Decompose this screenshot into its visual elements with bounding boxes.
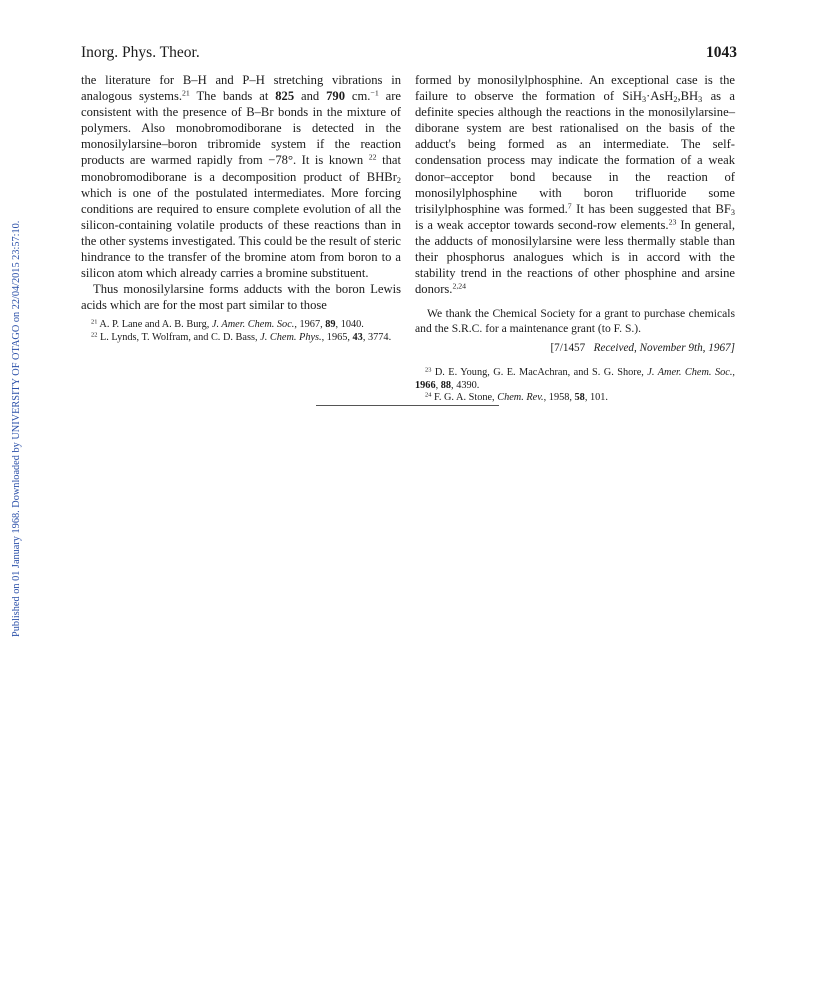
text: , 1967, [294, 319, 326, 331]
subscript: 2 [396, 175, 401, 185]
text: formed by monosilylphosphine. An exceptional case is the failure to observe the formation of SiH [415, 73, 735, 104]
volume: 88 [440, 379, 452, 391]
journal-title: Inorg. Phys. Theor. [81, 44, 200, 61]
subscript: 3 [642, 95, 647, 105]
text: ·AsH [646, 89, 674, 104]
footnote-24 [415, 392, 735, 405]
footnote-22 [81, 332, 401, 345]
manuscript-code: [7/1457 [550, 342, 586, 355]
download-stamp-text: Published on 01 January 1968. Downloaded by UNIVERSITY OF OTAGO on 22/04/2015 23:57:10. [11, 220, 22, 637]
text: , 4390. [451, 379, 480, 391]
text: , 1965, [321, 332, 353, 343]
acknowledgement: We thank the Chemical Society for a grant to purchase chemicals and the S.R.C. for a maintenance grant (to F. S.). [415, 307, 735, 335]
footnote-number: 23 [425, 366, 432, 374]
text: In general, the adducts of monosilylarsine were less thermally stable than their phosphorus analogues which is in accord with the stability trend in the reactions of other phosphine and arsine donors. [415, 217, 735, 297]
received-date: Received, November 9th, 1967] [593, 342, 735, 355]
page-number: 1043 [706, 44, 737, 61]
band-825: 825 [275, 89, 295, 104]
text: are consistent with the presence of B–Br bonds in the mixture of polymers. Also monobromodiborane is detected in the monosilylarsine–boron tribromide system if the reaction products are warmed rapidly from −78°. It is known [81, 89, 401, 168]
text: that monobromodiborane is a decomposition product of BHBr [81, 153, 401, 184]
journal-name: J. Amer. Chem. Soc. [647, 367, 733, 379]
ref-2-24: 2,24 [452, 281, 467, 291]
ref-7: 7 [567, 201, 572, 211]
paragraph: Thus monosilylarsine forms adducts with the boron Lewis acids which are for the most part similar to those [81, 282, 401, 313]
left-column [81, 72, 401, 345]
text: L. Lynds, T. Wolfram, and C. D. Bass, [97, 332, 261, 343]
footnote-23 [415, 367, 735, 392]
subscript: 3 [730, 207, 735, 217]
text: is a weak acceptor towards second-row elements. [415, 217, 669, 232]
text: , [435, 379, 441, 391]
text: A. P. Lane and A. B. Burg, [97, 319, 212, 331]
text: , 3774. [362, 332, 392, 343]
text: the literature for B–H and P–H stretching vibrations in analogous systems. [81, 73, 401, 104]
download-stamp [3, 182, 22, 637]
text: D. E. Young, G. E. MacAchran, and S. G. Shore, [431, 367, 648, 379]
footnote-21 [81, 319, 401, 332]
volume: 89 [325, 319, 336, 331]
text: , 1040. [335, 319, 364, 331]
footnotes [415, 367, 735, 405]
subscript: 2 [673, 95, 678, 105]
text: , 1958, [543, 392, 575, 404]
text: cm. [344, 89, 371, 104]
journal-name: J. Chem. Phys. [260, 332, 322, 343]
year: 1966 [415, 379, 436, 391]
footnote-number: 22 [91, 331, 98, 339]
journal-name: Chem. Rev. [497, 392, 544, 404]
subscript: 3 [698, 95, 703, 105]
journal-name: J. Amer. Chem. Soc. [211, 319, 295, 331]
ref-23: 23 [668, 217, 677, 227]
ref-22: 22 [368, 153, 377, 163]
received-line [415, 341, 735, 355]
footnote-number: 24 [425, 391, 432, 399]
text: as a definite species although the reactions in the monosilylarsine–diborane system are best rationalised on the basis of the adduct's being formed as an intermediate. The self-condensation process may indicate the formation of a weak donor–acceptor bond because in the reaction of monosilylphosphine with boron trifluoride some trisilylphosphine was formed. [415, 89, 735, 216]
text: and [294, 89, 327, 104]
volume: 43 [352, 332, 363, 343]
paragraph [415, 72, 735, 297]
text: F. G. A. Stone, [431, 392, 498, 404]
text: ,BH [677, 89, 699, 104]
text: The bands at [189, 89, 276, 104]
text: , [732, 367, 735, 379]
footnote-number: 21 [91, 318, 98, 326]
text: , 101. [584, 392, 608, 404]
running-head [81, 44, 737, 64]
volume: 58 [574, 392, 585, 404]
end-of-article-rule [316, 405, 499, 406]
paragraph [81, 72, 401, 281]
text: It has been suggested that BF [571, 201, 731, 216]
band-790: 790 [326, 89, 345, 104]
right-column [415, 72, 735, 405]
footnotes [81, 319, 401, 344]
unit-exponent: −1 [370, 88, 379, 98]
text: which is one of the postulated intermediates. More forcing conditions are required to ensure complete evolution of all the silicon-containing volatile products of these reactions than in the other systems investigated. This could be the result of steric hindrance to the transfer of the bromine atom from boron to a silicon atom which already carries a bromine substituent. [81, 185, 401, 281]
ref-21: 21 [182, 88, 190, 98]
